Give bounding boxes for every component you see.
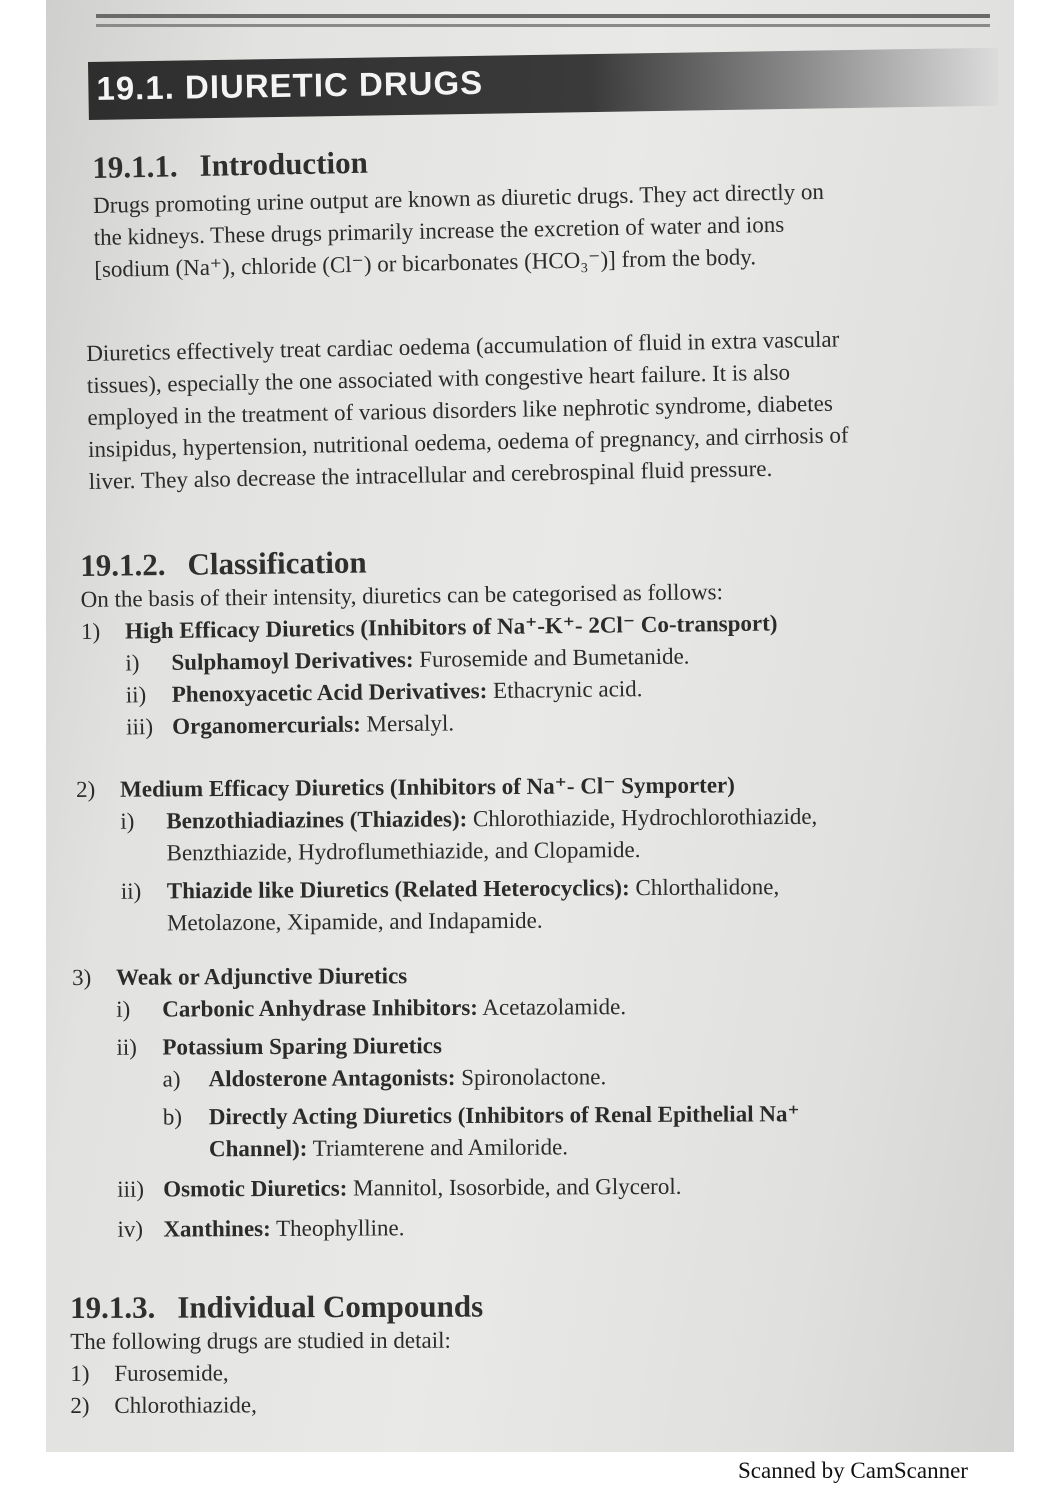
section-lead: On the basis of their intensity, diuretics can be categorised as follows: <box>80 579 724 612</box>
item-term: Organomercurials: <box>172 711 361 739</box>
item-number: 2) <box>70 1392 90 1418</box>
item-number: iv) <box>117 1216 144 1242</box>
item-number: i) <box>116 996 131 1022</box>
item-text-continued: Benzthiazide, Hydroflumethiazide, and Clopamide. <box>166 837 641 866</box>
group-number: 1) <box>80 618 101 644</box>
item-term: Aldosterone Antagonists: <box>208 1064 456 1092</box>
group-heading: Medium Efficacy Diuretics (Inhibitors of Na⁺- Cl⁻ Symporter) <box>120 772 735 802</box>
scanned-page-photo <box>46 0 1014 1452</box>
group-heading: High Efficacy Diuretics (Inhibitors of Na⁺-K⁺- 2Cl⁻ Co-transport) <box>124 610 778 644</box>
text-line: Drugs promoting urine output are known as diuretic drugs. They act directly on <box>92 178 825 218</box>
item-text: Theophylline. <box>270 1215 405 1241</box>
section-number: 19.1.2. <box>80 546 166 583</box>
item-term: Sulphamoyl Derivatives: <box>171 646 414 675</box>
scanner-watermark: Scanned by CamScanner <box>738 1458 968 1483</box>
item-number: iii) <box>117 1176 145 1202</box>
item-term: Benzothiadiazines (Thiazides): <box>166 806 468 834</box>
sub-item <box>73 1059 993 1096</box>
item-text: Chlorothiazide, Hydrochlorothiazide, <box>467 803 818 832</box>
text-line: insipidus, hypertension, nutritional oedema, oedema of pregnancy, and cirrhosis of <box>87 422 849 462</box>
top-rule-thin <box>96 24 990 27</box>
item-text: Mannitol, Isosorbide, and Glycerol. <box>347 1173 682 1201</box>
item-text: Chlorothiazide, <box>114 1392 257 1418</box>
top-rule <box>96 14 990 18</box>
list-item <box>73 1169 993 1206</box>
item-number: iii) <box>126 714 154 740</box>
item-text: Acetazolamide. <box>477 994 627 1020</box>
item-term: Thiazide like Diuretics (Related Heterocyclics): <box>166 875 630 904</box>
group-3-block <box>72 957 993 1246</box>
item-text: Furosemide, <box>114 1360 229 1386</box>
group-3 <box>72 957 992 994</box>
group-2-block <box>76 768 997 940</box>
item-number: 1) <box>70 1360 90 1386</box>
text-line: tissues), especially the one associated with congestive heart failure. It is also <box>86 359 791 398</box>
intro-paragraph-1 <box>93 172 1014 286</box>
item-term: Osmotic Diuretics: <box>163 1175 348 1202</box>
text-line: Diuretics effectively treat cardiac oedema (accumulation of fluid in extra vascular <box>86 326 840 366</box>
item-number: ii) <box>116 1034 137 1060</box>
sub-item <box>73 1097 993 1134</box>
section-title: Individual Compounds <box>177 1288 484 1325</box>
item-text: Chlorthalidone, <box>629 874 780 901</box>
chapter-title: 19.1. DIURETIC DRUGS <box>96 63 484 107</box>
list-item <box>70 1355 990 1390</box>
section-number: 19.1.3. <box>70 1289 156 1325</box>
section-number: 19.1.1. <box>92 148 178 185</box>
text-line: [sodium (Na⁺), chloride (Cl⁻) or bicarbonates (HCO₃⁻)] from the body. <box>94 244 757 282</box>
item-text: Mersalyl. <box>360 710 455 737</box>
list-item <box>73 1209 993 1246</box>
section-lead: The following drugs are studied in detail: <box>70 1327 451 1354</box>
section-heading <box>70 1287 990 1326</box>
item-term: Xanthines: <box>163 1215 271 1242</box>
list-item <box>72 1027 992 1064</box>
item-term: Channel): <box>208 1135 308 1162</box>
item-text: Spironolactone. <box>455 1064 607 1090</box>
list-item <box>70 1387 990 1422</box>
section-introduction <box>92 132 1014 286</box>
item-number: ii) <box>120 878 142 904</box>
item-number: b) <box>162 1104 183 1130</box>
section-title: Introduction <box>199 144 369 183</box>
item-text: Triamterene and Amiloride. <box>307 1134 569 1161</box>
group-heading: Weak or Adjunctive Diuretics <box>116 963 408 990</box>
item-term: Carbonic Anhydrase Inhibitors: <box>162 994 478 1022</box>
sub-item-continued <box>73 1129 993 1166</box>
item-text: Ethacrynic acid. <box>487 676 643 704</box>
section-title: Classification <box>187 544 367 582</box>
item-term: Potassium Sparing Diuretics <box>162 1033 442 1060</box>
item-text-continued: Metolazone, Xipamide, and Indapamide. <box>166 907 543 936</box>
text-line: liver. They also decrease the intracellular and cerebrospinal fluid pressure. <box>88 455 773 494</box>
group-number: 2) <box>76 776 96 802</box>
item-number: i) <box>125 650 140 676</box>
item-number: a) <box>162 1066 181 1092</box>
text-line: employed in the treatment of various disorders like nephrotic syndrome, diabetes <box>87 390 834 430</box>
item-term: Phenoxyacetic Acid Derivatives: <box>171 678 488 707</box>
chapter-banner <box>88 48 999 120</box>
item-number: i) <box>120 808 135 834</box>
intro-paragraph-2 <box>86 320 1009 498</box>
section-classification <box>80 537 1002 744</box>
item-number: ii) <box>125 682 147 708</box>
item-term: Directly Acting Diuretics (Inhibitors of Renal Epithelial Na⁺ <box>208 1101 800 1130</box>
group-number: 3) <box>72 964 92 990</box>
item-text: Furosemide and Bumetanide. <box>413 643 690 672</box>
list-item <box>72 989 992 1026</box>
section-individual-compounds <box>70 1287 990 1422</box>
text-line: the kidneys. These drugs primarily increase the excretion of water and ions <box>93 211 785 250</box>
